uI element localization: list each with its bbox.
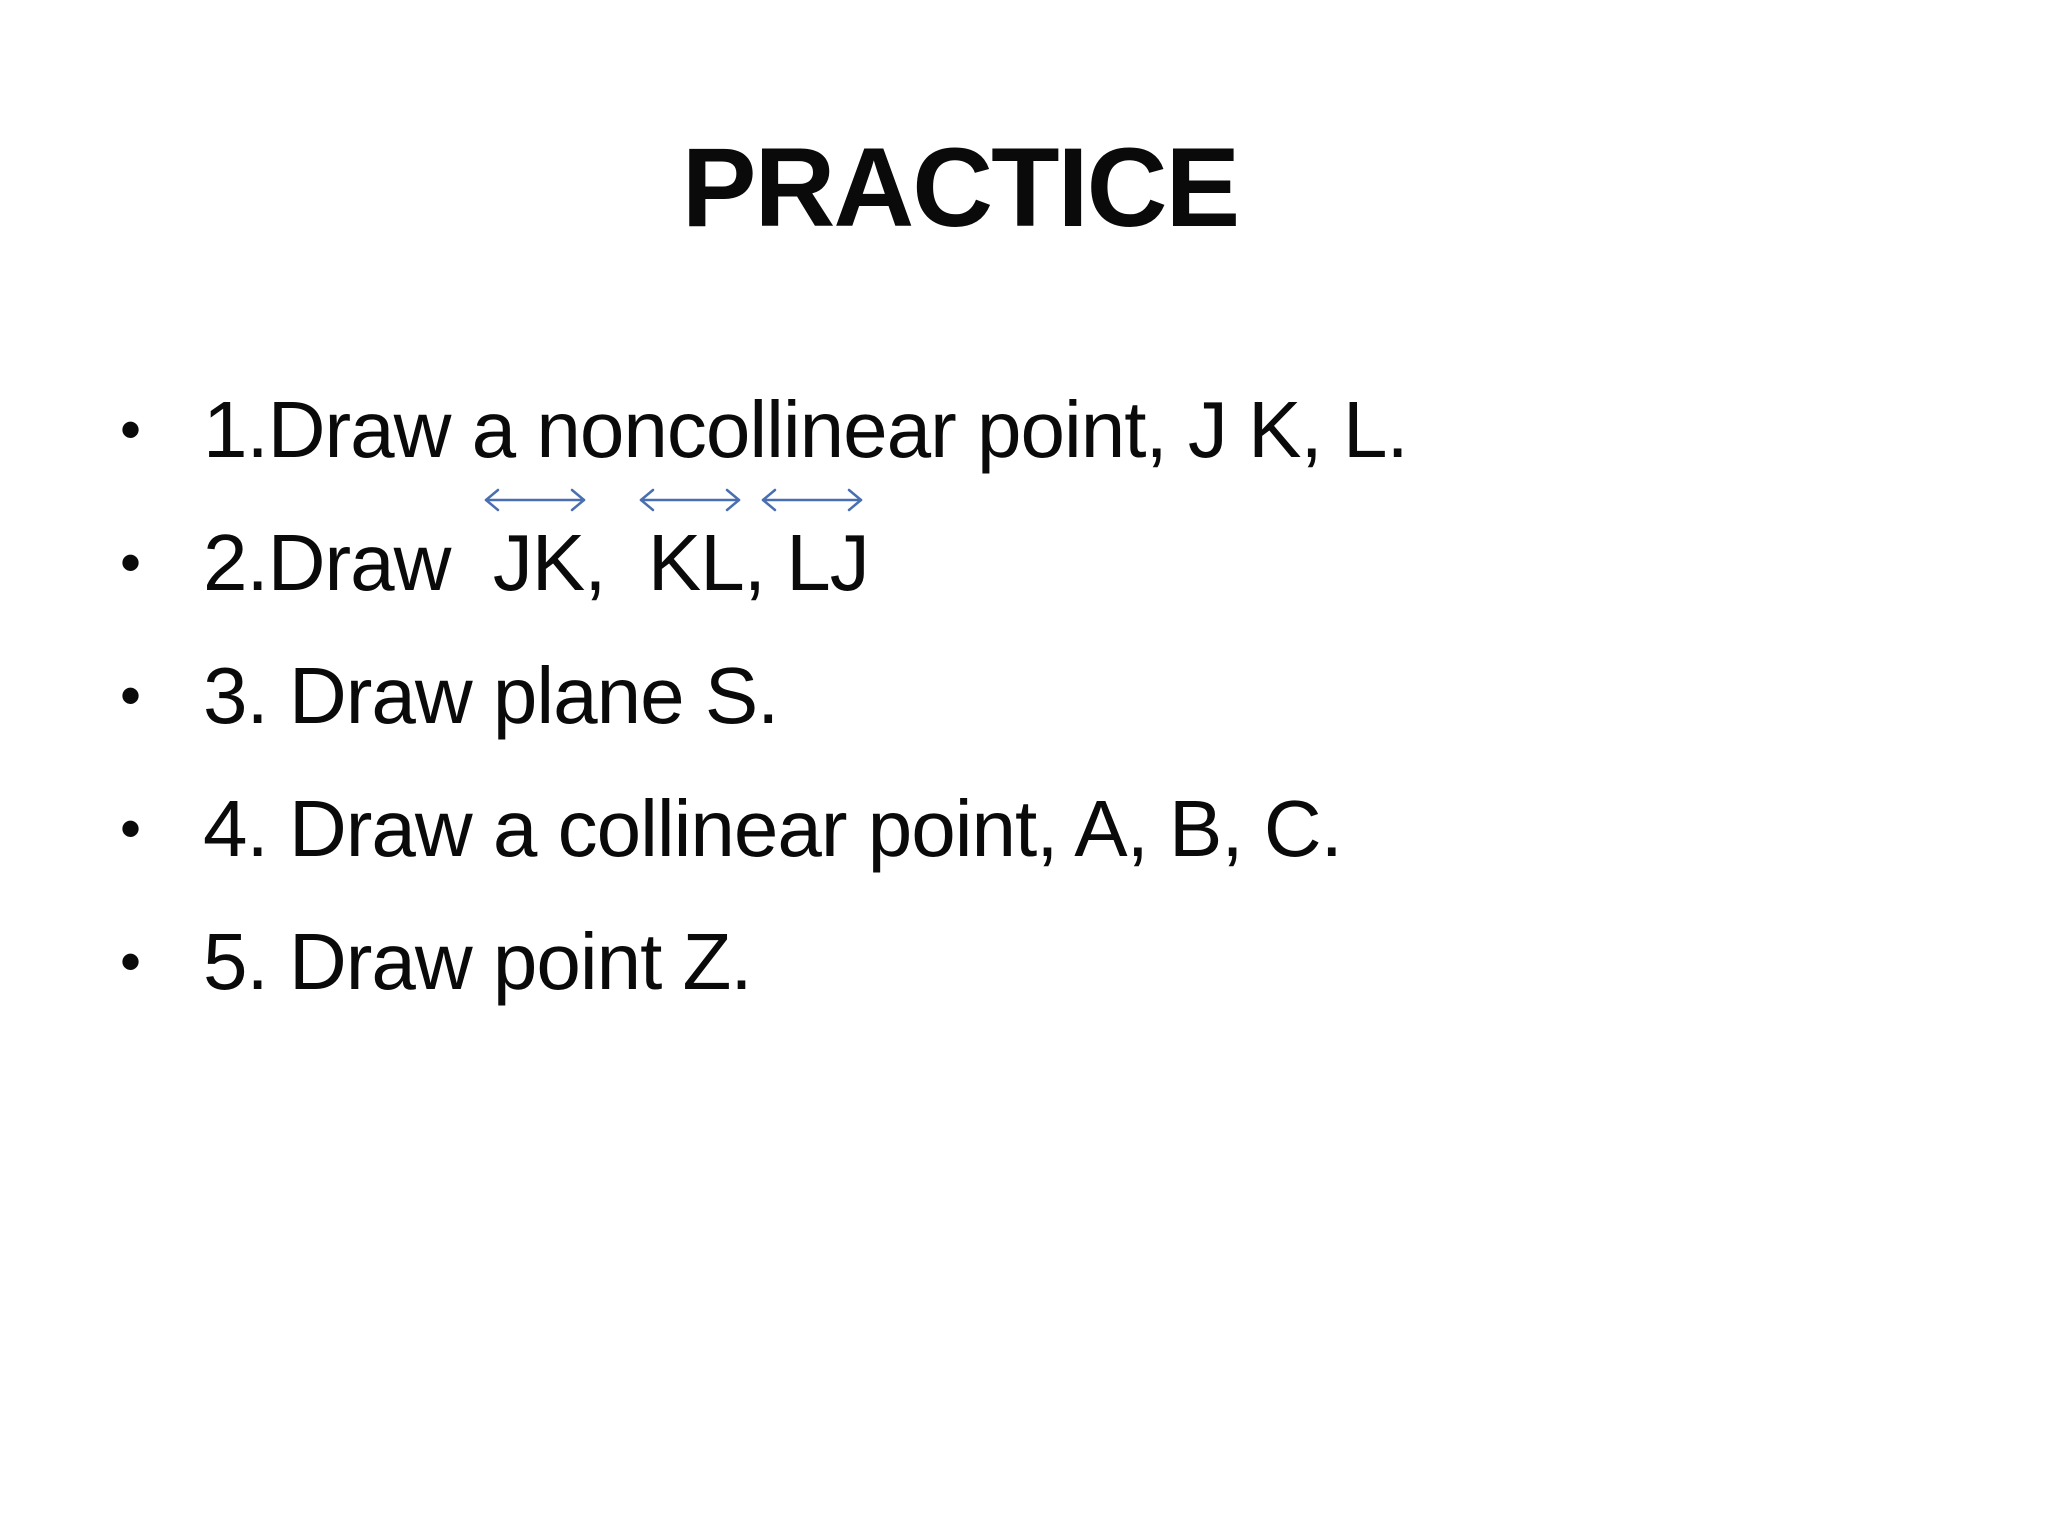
- list-item-text: 3. Draw plane S.: [203, 651, 779, 740]
- bullet-icon: •: [120, 795, 141, 862]
- bullet-icon: •: [120, 928, 141, 995]
- list-item-text: 1.Draw a noncollinear point, J K, L.: [203, 385, 1408, 474]
- list-item: [120, 912, 752, 1012]
- list-item-text: 2.Draw JK, KL, LJ: [203, 518, 869, 607]
- list-item-text: 5. Draw point Z.: [203, 917, 752, 1006]
- bullet-icon: •: [120, 662, 141, 729]
- list-item: [120, 513, 869, 613]
- bullet-icon: •: [120, 396, 141, 463]
- list-item: [120, 779, 1342, 879]
- list-item: [120, 380, 1408, 480]
- bullet-icon: •: [120, 529, 141, 596]
- list-item: [120, 646, 778, 746]
- list-item-text: 4. Draw a collinear point, A, B, C.: [203, 784, 1342, 873]
- slide-title: PRACTICE: [681, 125, 1239, 250]
